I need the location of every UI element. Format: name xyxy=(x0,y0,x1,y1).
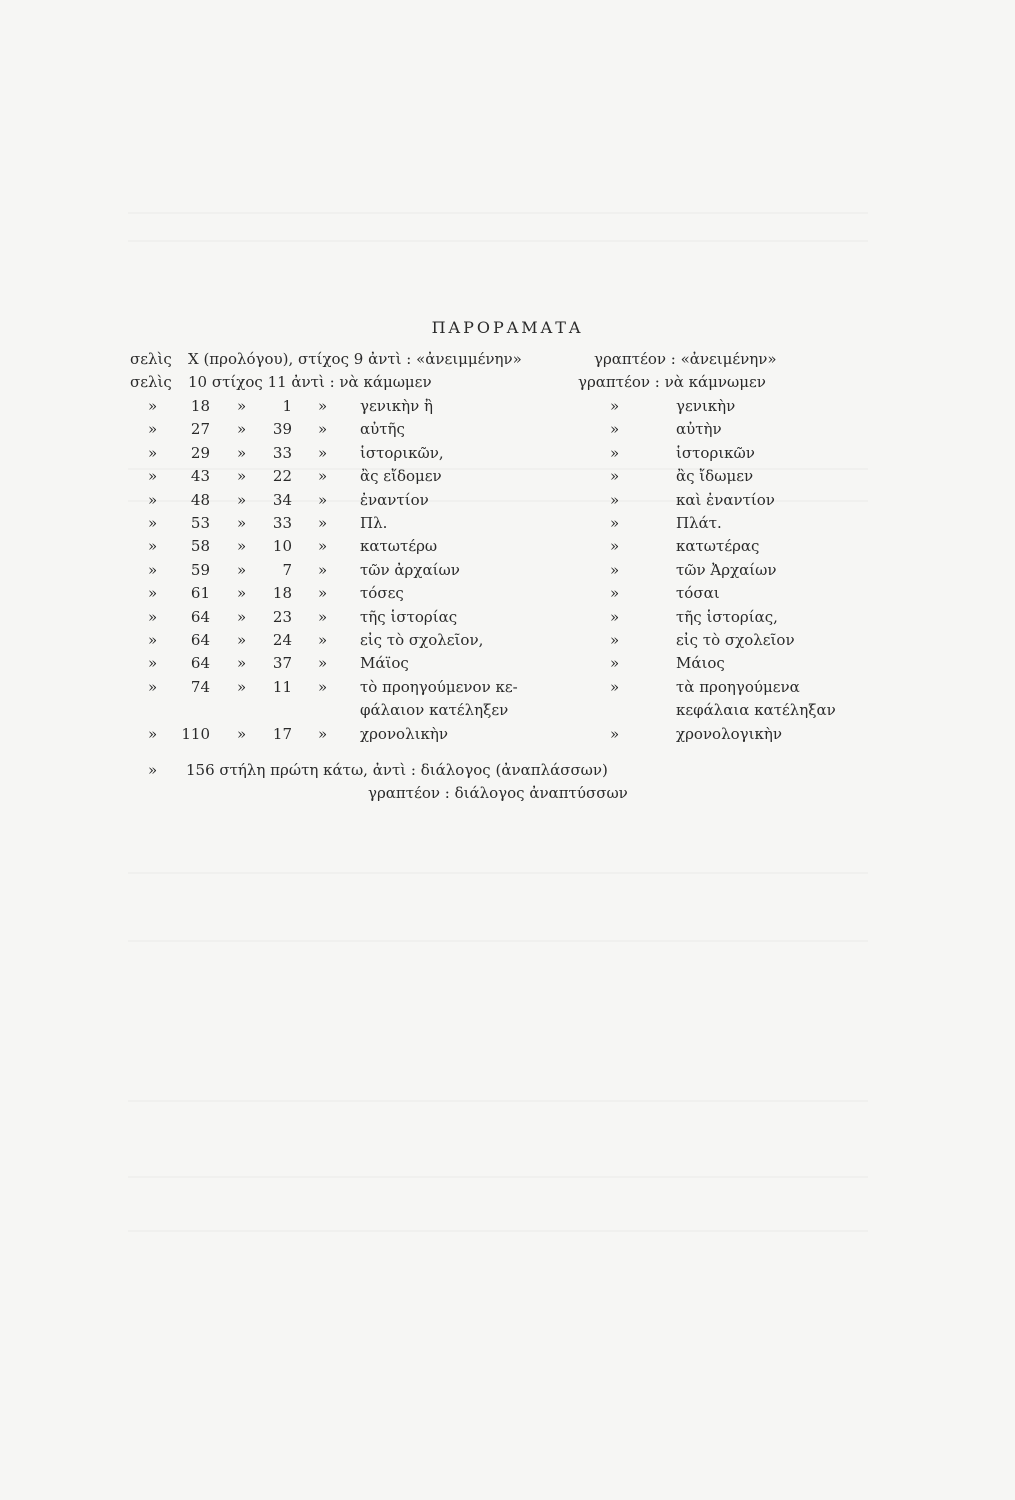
wrong-text: Πλ. xyxy=(360,514,388,532)
wrong-text: Μάϊος xyxy=(360,654,409,672)
ditto-mark: » xyxy=(610,631,620,649)
ditto-mark: » xyxy=(318,491,328,509)
ditto-mark: » xyxy=(318,467,328,485)
ditto-mark: » xyxy=(318,397,328,415)
right-text: κατωτέρας xyxy=(676,537,760,555)
ditto-mark: » xyxy=(148,467,158,485)
right-text: αὐτὴν xyxy=(676,420,722,438)
page-number: 18 xyxy=(190,397,210,415)
line-number: 33 xyxy=(272,514,292,532)
ditto-mark: » xyxy=(148,561,158,579)
ditto-mark: » xyxy=(318,725,328,743)
right-text: χρονολογικὴν xyxy=(676,725,782,743)
line-number: 33 xyxy=(272,444,292,462)
ditto-mark: » xyxy=(318,537,328,555)
ditto-mark: » xyxy=(318,608,328,626)
ditto-mark: » xyxy=(237,491,247,509)
ditto-mark: » xyxy=(610,654,620,672)
ditto-mark: » xyxy=(148,584,158,602)
ditto-mark: » xyxy=(148,631,158,649)
ditto-mark: » xyxy=(237,444,247,462)
ditto-mark: » xyxy=(237,584,247,602)
ditto-mark: » xyxy=(148,444,158,462)
right-text: ἂς ἴδωμεν xyxy=(676,467,754,485)
page-number: 61 xyxy=(190,584,210,602)
right-text: τῆς ἱστορίας, xyxy=(676,608,778,626)
page-label: σελὶς xyxy=(130,350,172,368)
right-text: Μάιος xyxy=(676,654,725,672)
show-through xyxy=(128,1230,868,1232)
line-number: 18 xyxy=(272,584,292,602)
ditto-mark: » xyxy=(610,678,620,696)
page-title: ΠΑΡΟΡΑΜΑΤΑ xyxy=(431,318,584,337)
line-number: 39 xyxy=(272,420,292,438)
ditto-mark: » xyxy=(610,444,620,462)
wrong-text: ἐναντίον xyxy=(360,491,429,509)
ditto-mark: » xyxy=(237,537,247,555)
right-text: καὶ ἐναντίον xyxy=(676,491,775,509)
ditto-mark: » xyxy=(610,584,620,602)
ditto-mark: » xyxy=(237,678,247,696)
erratum-text: 10 στίχος 11 ἀντὶ : νὰ κάμωμεν xyxy=(188,373,432,391)
ditto-mark: » xyxy=(318,514,328,532)
ditto-mark: » xyxy=(610,537,620,555)
ditto-mark: » xyxy=(610,608,620,626)
line-number: 22 xyxy=(272,467,292,485)
right-text: ἱστορικῶν xyxy=(676,444,755,462)
ditto-mark: » xyxy=(318,654,328,672)
page-number: 48 xyxy=(190,491,210,509)
wrong-text: τόσες xyxy=(360,584,404,602)
show-through xyxy=(128,240,868,242)
ditto-mark: » xyxy=(148,491,158,509)
ditto-mark: » xyxy=(237,608,247,626)
wrong-text: τὸ προηγούμενον κε- xyxy=(360,678,518,696)
ditto-mark: » xyxy=(318,678,328,696)
page-number: 53 xyxy=(190,514,210,532)
ditto-mark: » xyxy=(318,444,328,462)
page-number: 64 xyxy=(190,654,210,672)
ditto-mark: » xyxy=(318,584,328,602)
ditto-mark: » xyxy=(237,514,247,532)
ditto-mark: » xyxy=(148,514,158,532)
wrong-text: ἱστορικῶν, xyxy=(360,444,444,462)
ditto-mark: » xyxy=(318,420,328,438)
page-number: 58 xyxy=(190,537,210,555)
ditto-mark: » xyxy=(148,725,158,743)
page-number: 29 xyxy=(190,444,210,462)
ditto-mark: » xyxy=(237,420,247,438)
page-number: 27 xyxy=(190,420,210,438)
wrong-text: γενικὴν ἢ xyxy=(360,397,433,415)
ditto-mark: » xyxy=(237,631,247,649)
page-number: 64 xyxy=(190,608,210,626)
line-number: 10 xyxy=(272,537,292,555)
page-number: 74 xyxy=(190,678,210,696)
ditto-mark: » xyxy=(148,678,158,696)
page-label: σελὶς xyxy=(130,373,172,391)
line-number: 11 xyxy=(272,678,292,696)
right-text: γενικὴν xyxy=(676,397,736,415)
ditto-mark: » xyxy=(610,467,620,485)
ditto-mark: » xyxy=(148,537,158,555)
line-number: 24 xyxy=(272,631,292,649)
right-text: κεφάλαια κατέληξαν xyxy=(676,701,836,719)
show-through xyxy=(128,872,868,874)
page-number: 43 xyxy=(190,467,210,485)
wrong-text: χρονολικὴν xyxy=(360,725,448,743)
ditto-mark: » xyxy=(610,561,620,579)
page-number: 59 xyxy=(190,561,210,579)
ditto-mark: » xyxy=(610,725,620,743)
ditto-mark: » xyxy=(237,467,247,485)
wrong-text: τῶν ἀρχαίων xyxy=(360,561,460,579)
show-through xyxy=(128,940,868,942)
ditto-mark: » xyxy=(237,397,247,415)
wrong-text: ἂς εἴδομεν xyxy=(360,467,442,485)
page-number: 110 xyxy=(181,725,210,743)
show-through xyxy=(128,1176,868,1178)
right-text: τόσαι xyxy=(676,584,720,602)
line-number: 37 xyxy=(272,654,292,672)
wrong-text: κατωτέρω xyxy=(360,537,438,555)
ditto-mark: » xyxy=(148,654,158,672)
correction-text: γραπτέον : νὰ κάμνωμεν xyxy=(578,373,766,391)
correction-text: γραπτέον : «ἀνειμένην» xyxy=(594,350,777,368)
wrong-text: φάλαιον κατέληξεν xyxy=(360,701,509,719)
ditto-mark: » xyxy=(318,561,328,579)
page-number: 64 xyxy=(190,631,210,649)
ditto-mark: » xyxy=(610,491,620,509)
right-text: τῶν Ἀρχαίων xyxy=(676,561,777,579)
ditto-mark: » xyxy=(148,420,158,438)
correction-text: γραπτέον : διάλογος ἀναπτύσσων xyxy=(368,784,628,802)
ditto-mark: » xyxy=(237,725,247,743)
line-number: 1 xyxy=(282,397,292,415)
erratum-text: 156 στήλη πρώτη κάτω, ἀντὶ : διάλογος (ἀναπλάσσων) xyxy=(186,761,608,779)
line-number: 34 xyxy=(272,491,292,509)
ditto-mark: » xyxy=(148,608,158,626)
show-through xyxy=(128,1100,868,1102)
wrong-text: τῆς ἱστορίας xyxy=(360,608,458,626)
erratum-text: Χ (προλόγου), στίχος 9 ἀντὶ : «ἀνειμμένην» xyxy=(188,350,522,368)
wrong-text: εἰς τὸ σχολεῖον, xyxy=(360,631,484,649)
ditto-mark: » xyxy=(148,761,158,779)
right-text: εἰς τὸ σχολεῖον xyxy=(676,631,795,649)
ditto-mark: » xyxy=(610,397,620,415)
ditto-mark: » xyxy=(237,654,247,672)
show-through xyxy=(128,212,868,214)
ditto-mark: » xyxy=(148,397,158,415)
right-text: τὰ προηγούμενα xyxy=(676,678,800,696)
ditto-mark: » xyxy=(610,514,620,532)
ditto-mark: » xyxy=(237,561,247,579)
right-text: Πλάτ. xyxy=(676,514,722,532)
ditto-mark: » xyxy=(610,420,620,438)
wrong-text: αὐτῆς xyxy=(360,420,405,438)
ditto-mark: » xyxy=(318,631,328,649)
line-number: 17 xyxy=(272,725,292,743)
line-number: 7 xyxy=(282,561,292,579)
line-number: 23 xyxy=(272,608,292,626)
